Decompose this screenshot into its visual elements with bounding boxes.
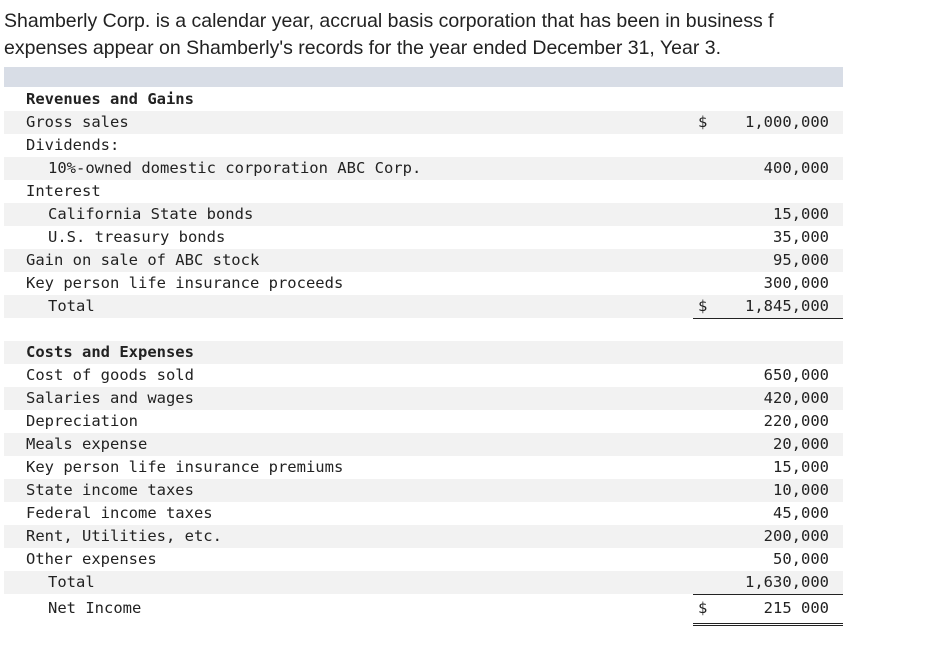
row-amount: 650,000: [763, 366, 829, 384]
row-label: Key person life insurance proceeds: [26, 274, 344, 292]
row-label: Gain on sale of ABC stock: [26, 251, 260, 269]
row-amount: 10,000: [773, 481, 829, 499]
income-statement-table: [4, 88, 843, 623]
table-row: [4, 502, 843, 525]
expenses-total-row: [4, 571, 843, 594]
intro-line-1: Shamberly Corp. is a calendar year, accrual basis corporation that has been in business f: [4, 10, 774, 32]
table-row: [4, 272, 843, 295]
row-amount: 45,000: [773, 504, 829, 522]
row-amount: 15,000: [773, 458, 829, 476]
row-label: Meals expense: [26, 435, 148, 453]
table-row: [4, 226, 843, 249]
spacer-row: [4, 318, 843, 341]
row-label: Key person life insurance premiums: [26, 458, 344, 476]
table-row: [4, 134, 843, 157]
revenues-heading-row: [4, 88, 843, 111]
net-income-amount: 215 000: [763, 599, 829, 617]
row-label: Federal income taxes: [26, 504, 213, 522]
row-label: Rent, Utilities, etc.: [26, 527, 222, 545]
row-label: Other expenses: [26, 550, 157, 568]
row-amount: 400,000: [763, 159, 829, 177]
currency-symbol: $: [698, 113, 708, 131]
table-row: [4, 111, 843, 134]
table-row: [4, 456, 843, 479]
row-label: Dividends:: [26, 136, 120, 154]
currency-symbol: $: [698, 599, 708, 617]
row-amount: 220,000: [763, 412, 829, 430]
row-label: Interest: [26, 182, 101, 200]
table-row: [4, 410, 843, 433]
table-row: [4, 525, 843, 548]
expenses-heading: Costs and Expenses: [26, 343, 194, 361]
table-row: [4, 180, 843, 203]
row-label: Gross sales: [26, 113, 129, 131]
row-amount: 95,000: [773, 251, 829, 269]
row-amount: 1,000,000: [745, 113, 829, 131]
row-label: State income taxes: [26, 481, 194, 499]
table-row: [4, 249, 843, 272]
total-label: Total: [48, 573, 95, 591]
row-amount: 15,000: [773, 205, 829, 223]
table-row: [4, 387, 843, 410]
revenues-heading: Revenues and Gains: [26, 90, 194, 108]
row-label: U.S. treasury bonds: [48, 228, 226, 246]
intro-line-2: expenses appear on Shamberly's records for the year ended December 31, Year 3.: [4, 37, 721, 59]
table-header-bar: [4, 67, 843, 87]
row-amount: 300,000: [763, 274, 829, 292]
row-label: California State bonds: [48, 205, 254, 223]
row-label: Depreciation: [26, 412, 138, 430]
table-row: [4, 479, 843, 502]
expenses-heading-row: [4, 341, 843, 364]
row-label: 10%-owned domestic corporation ABC Corp.: [48, 159, 422, 177]
total-amount: 1,845,000: [745, 297, 829, 315]
table-row: [4, 364, 843, 387]
row-amount: 420,000: [763, 389, 829, 407]
row-amount: 200,000: [763, 527, 829, 545]
row-amount: 50,000: [773, 550, 829, 568]
revenues-total-row: [4, 295, 843, 318]
row-amount: 35,000: [773, 228, 829, 246]
row-label: Salaries and wages: [26, 389, 194, 407]
table-row: [4, 203, 843, 226]
total-label: Total: [48, 297, 95, 315]
total-amount: 1,630,000: [745, 573, 829, 591]
table-row: [4, 433, 843, 456]
intro-text: [4, 8, 926, 62]
net-income-row: [4, 594, 843, 623]
table-row: [4, 548, 843, 571]
table-row: [4, 157, 843, 180]
row-amount: 20,000: [773, 435, 829, 453]
net-income-label: Net Income: [48, 599, 142, 617]
currency-symbol: $: [698, 297, 708, 315]
row-label: Cost of goods sold: [26, 366, 194, 384]
